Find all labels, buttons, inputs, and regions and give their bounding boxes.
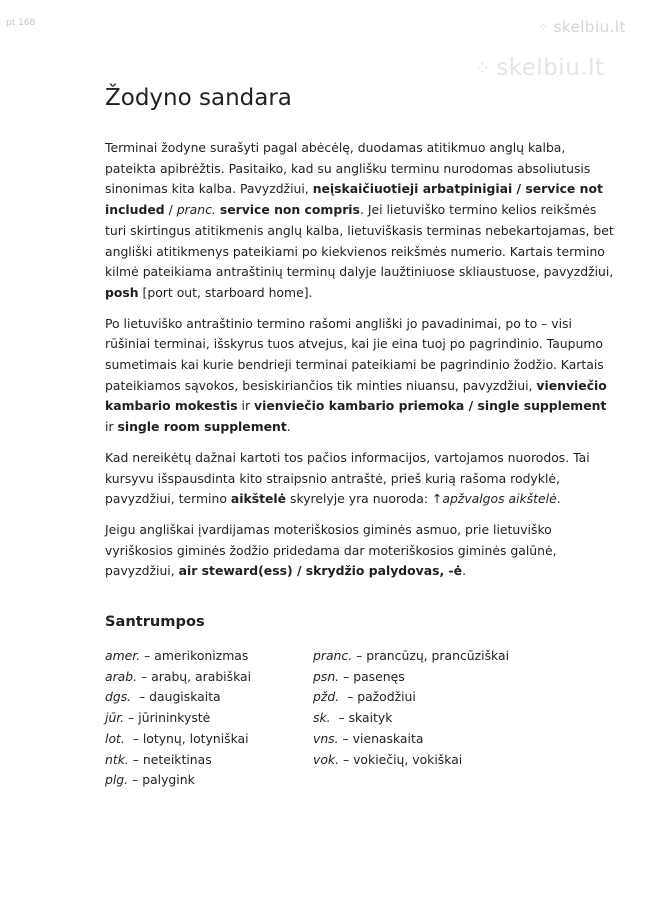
italic-text: pranc. [176,202,216,218]
abbreviation-item [105,687,313,708]
abbreviation: vok. [313,751,340,767]
text-run: Po lietuviško antraštinio termino rašomi angliški jo pavadinimai, po to – visi rūšiniai terminai, išskyrus tuos atvejus, kai jie eina tuoj po pagrindinio. Taupumo sumetimais kai kurie bendrieji terminai pateikiami be pagrindinio žodžio. Kartais pateikiamos sąvokos, besiskiriančios tik minties niuansu, pavyzdžiui, [105,315,604,393]
bold-term: vienviečio kambario priemoka / single supplement [254,398,607,414]
abbreviation-item [313,687,573,708]
abbreviation: plg. [105,772,129,788]
abbreviation-meaning: – palygink [128,772,195,788]
abbreviation: arab. [105,668,138,684]
italic-text: ↑apžvalgos aikštelė [431,491,557,507]
abbreviation-meaning: – vienaskaita [338,730,424,746]
abbreviation-item [105,708,313,729]
paragraph-3 [105,448,617,510]
text-run: Terminai žodyne surašyti pagal abėcėlę, duodamas atitikmuo anglų kalba, pateikta apibrėžtis. Pasitaiko, kad su anglišku terminu nurodomas absoliutusis sinonimas kita kalba. Pavyzdžiui, [105,140,591,197]
text-run: ir [105,419,118,435]
bold-term: air steward(ess) / skrydžio palydovas, -ė [178,563,463,579]
abbreviation: amer. [105,648,141,664]
body-text [105,138,617,582]
text-run: . [462,563,467,579]
abbreviation-meaning: – lotynų, lotyniškai [124,730,249,746]
watermark-large-text: skelbiu.lt [496,55,605,81]
abbreviation-meaning: – daugiskaita [131,689,221,705]
bold-term: vienviečio kambario mokestis [105,377,607,414]
page-label: pt 168 [6,18,36,28]
text-run: . [556,491,561,507]
watermark-small-text: skelbiu.lt [553,18,626,36]
abbreviation-meaning: – amerikonizmas [140,648,249,664]
abbreviation-meaning: – arabų, arabiškai [137,668,252,684]
text-run: Jeigu angliškai įvardijamas moteriškosios giminės asmuo, prie lietuviško vyriškosios giminės žodžio pridedama dar moteriškosios giminės galūnė, pavyzdžiui, [105,521,557,579]
paragraph-1 [105,138,617,304]
abbreviation: lot. [105,730,125,746]
abbreviation: jūr. [105,710,125,726]
abbreviation-meaning: – prancūzų, prancūziškai [352,648,510,664]
abbreviation: ntk. [105,751,129,767]
bold-term: posh [105,284,139,300]
text-run: Kad nereikėtų dažnai kartoti tos pačios informacijos, vartojamos nuorodos. Tai kursyvu išspausdinta kito straipsnio antraštė, prieš kurią rašoma rodyklė, pavyzdžiui, termino [105,449,590,507]
abbreviation: dgs. [105,689,132,705]
abbreviation: sk. [313,710,331,726]
watermark-large [474,55,605,81]
abbreviation: pranc. [313,648,353,664]
abbreviations-heading: Santrumpos [105,613,205,631]
text-run: . Jei lietuviško termino kelios reikšmės turi skirtingus atitikmenis anglų kalba, lietuviškasis terminas nebekartojamas, bet angliški atitikmenys pateikiami po kiekvienos reikšmės numerio. Kartais termino kilmė pateikiama antraštinių terminų dalyje laužtiniuose skliaustuose, pavyzdžiui, [105,202,614,280]
bold-term: neįskaičiuotieji arbatpinigiai / service not included [105,181,603,218]
abbreviation-item [105,729,313,750]
paragraph-2 [105,314,617,438]
abbreviation-item [105,750,313,771]
text-run: / [164,202,177,218]
abbreviations-left-column [105,646,313,791]
abbreviation: psn. [313,668,340,684]
abbreviation-item [313,750,573,771]
abbreviation-meaning: – jūrininkystė [124,710,211,726]
text-run: ir [237,398,255,414]
watermark-small [538,18,626,36]
abbreviations-right-column [313,646,573,791]
abbreviation-meaning: – neteiktinas [128,751,212,767]
abbreviation-item [105,770,313,791]
bold-term: service non compris [219,202,360,218]
abbreviation-item [313,729,573,750]
text-run: [port out, starboard home]. [138,284,313,300]
abbreviation-meaning: – pažodžiui [339,689,416,705]
abbreviation-meaning: – skaityk [330,710,393,726]
abbreviation: vns. [313,730,339,746]
abbreviation-item [105,667,313,688]
abbreviation-meaning: – pasenęs [339,668,405,684]
abbreviation-item [105,646,313,667]
abbreviation-meaning: – vokiečių, vokiškai [339,751,463,767]
page-content [105,82,617,791]
bold-term: single room supplement [117,419,287,435]
watermark-dots-icon: ⁘ [538,20,549,34]
abbreviations-list [105,646,617,791]
abbreviation: pžd. [313,689,340,705]
abbreviation-item [313,646,573,667]
abbreviation-item [313,708,573,729]
text-run: . [286,419,291,435]
text-run: skyrelyje yra nuoroda: [286,491,432,507]
bold-term: aikštelė [230,491,287,507]
watermark-dots-icon: ⁘ [474,56,492,80]
paragraph-4 [105,520,617,582]
page-title: Žodyno sandara [105,85,292,111]
abbreviation-item [313,667,573,688]
